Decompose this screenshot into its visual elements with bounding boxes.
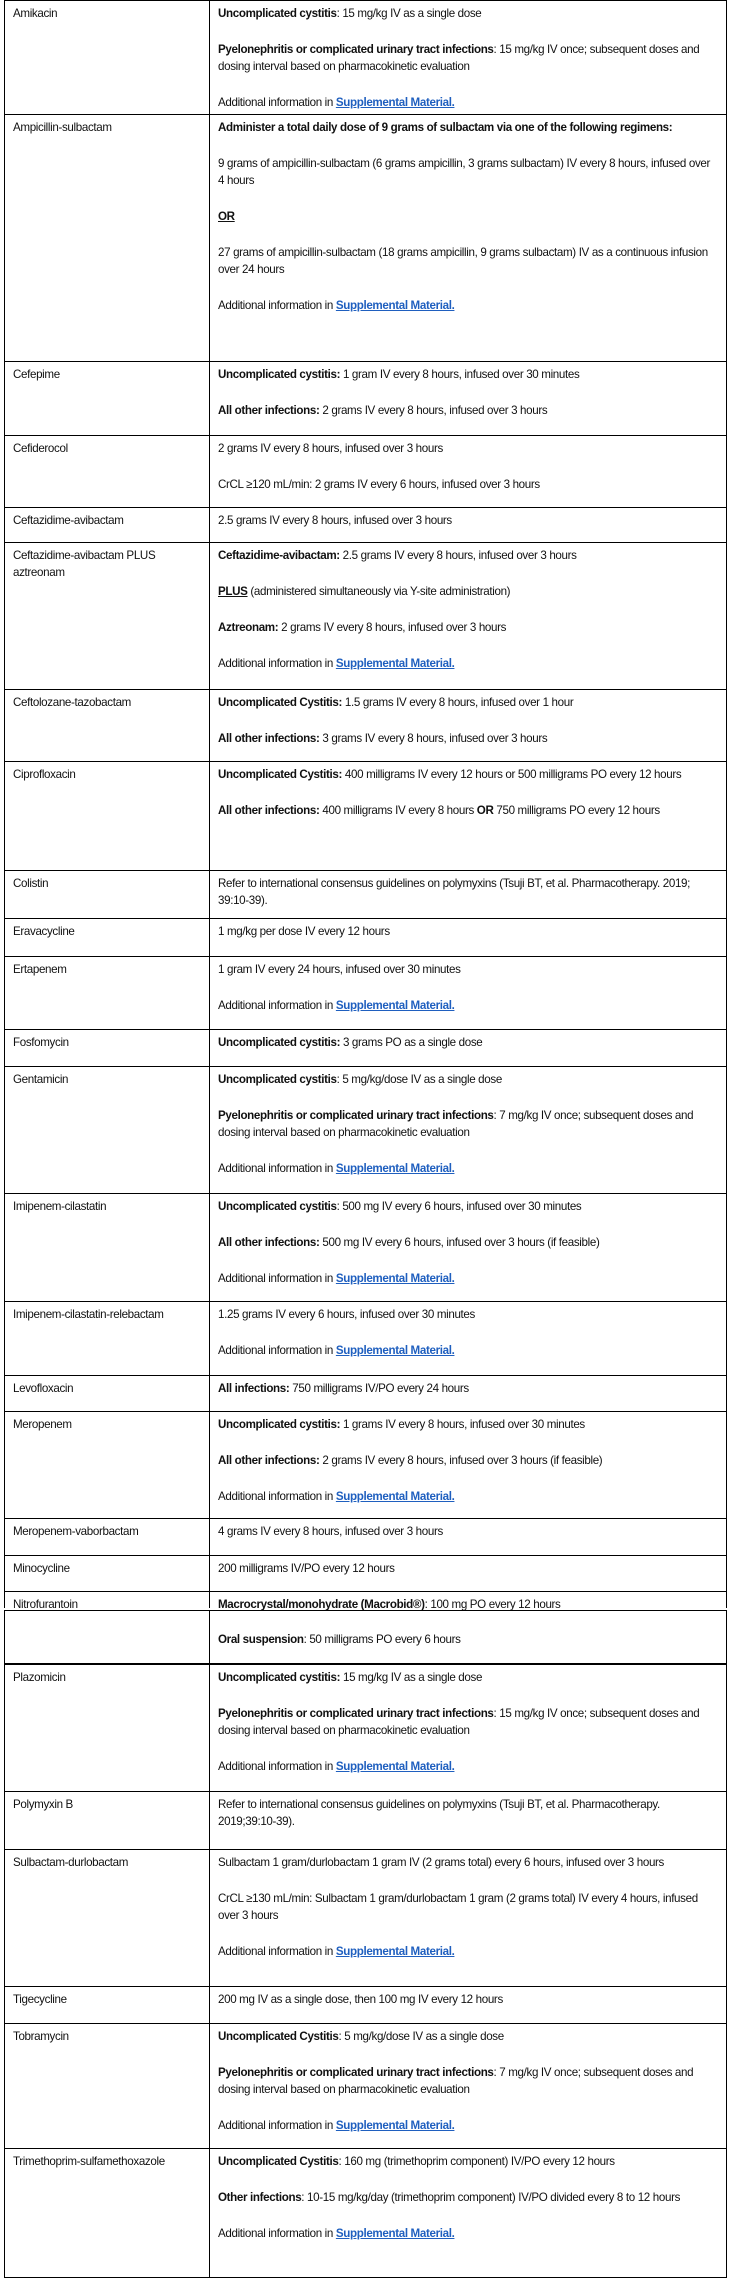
supplemental-material-link[interactable]: Supplemental Material. [335, 2227, 455, 2240]
indication-label: Pyelonephritis or complicated urinary tract infections [218, 1109, 494, 1122]
dosing-text: 1.25 grams IV every 6 hours, infused over 30 minutes [218, 1308, 475, 1321]
dosing-text: 9 grams of ampicillin-sulbactam (6 grams ampicillin, 3 grams sulbactam) IV every 8 hours, infused over 4 hours [218, 157, 711, 187]
drug-name-cell: Ertapenem [5, 957, 210, 1029]
dosing-paragraph [218, 1523, 718, 1540]
drug-name-cell: Eravacycline [5, 919, 210, 956]
dosing-cell [210, 919, 726, 940]
dosing-paragraph [218, 5, 718, 22]
dosing-text: Refer to international consensus guidelines on polymyxins (Tsuji BT, et al. Pharmacotherapy. 2019; 39:10-39). [218, 877, 691, 907]
indication-label: Uncomplicated cystitis [218, 1073, 337, 1086]
dosing-paragraph [218, 119, 718, 136]
dosing-paragraph [218, 1107, 718, 1141]
supplemental-material-link[interactable]: Supplemental Material. [335, 1490, 455, 1503]
dosing-text: CrCL ≥130 mL/min: Sulbactam 1 gram/durlobactam 1 gram (2 grams total) IV every 4 hours, infused over 3 hours [218, 1892, 698, 1922]
dosing-cell [210, 1412, 726, 1505]
dosing-cell [210, 1, 726, 111]
dosing-cell [210, 1987, 726, 2008]
dosing-paragraph [218, 208, 718, 225]
dosing-paragraph [218, 2189, 718, 2206]
dosing-text: 3 grams IV every 8 hours, infused over 3 hours [319, 732, 548, 745]
drug-name-cell: Gentamicin [5, 1067, 210, 1193]
dosing-paragraph [218, 1669, 718, 1686]
dosing-paragraph [218, 1452, 718, 1469]
dosing-text: : 5 mg/kg/dose IV as a single dose [338, 2030, 504, 2043]
dosing-paragraph [218, 440, 718, 457]
dosing-paragraph [218, 297, 718, 314]
indication-label: Uncomplicated Cystitis [218, 2155, 339, 2168]
dosing-text: 2 grams IV every 8 hours, infused over 3 hours [218, 442, 443, 455]
dosing-paragraph [218, 1306, 718, 1323]
dosing-paragraph [218, 2028, 718, 2045]
dosing-text: CrCL ≥120 mL/min: 2 grams IV every 6 hours, infused over 3 hours [218, 478, 540, 491]
dosing-cell [210, 690, 726, 747]
drug-name-cell: Levofloxacin [5, 1376, 210, 1411]
drug-name-cell [5, 1611, 210, 1663]
dosing-paragraph [218, 1160, 718, 1177]
dosing-cell [210, 1194, 726, 1287]
dosing-text: 4 grams IV every 8 hours, infused over 3 hours [218, 1525, 443, 1538]
indication-label: Pyelonephritis or complicated urinary tract infections [218, 2066, 494, 2079]
indication-label: Uncomplicated Cystitis: [218, 768, 343, 781]
dosing-text: 1 grams IV every 8 hours, infused over 30 minutes [340, 1418, 585, 1431]
conjunction-label: OR [476, 804, 494, 817]
dosing-paragraph [218, 1796, 718, 1830]
dosing-paragraph [218, 766, 718, 783]
drug-name-cell: Meropenem [5, 1412, 210, 1518]
dosing-text: Additional information in [218, 1760, 336, 1773]
dosing-paragraph [218, 802, 718, 819]
dosing-text: : 15 mg/kg IV once; subsequent doses and dosing interval based on pharmacokinetic evaluation [218, 43, 700, 73]
dosing-text: 2 grams IV every 8 hours, infused over 3 hours [278, 621, 507, 634]
table-row [4, 1519, 727, 1556]
dosing-paragraph [218, 923, 718, 940]
dosing-text: 2.5 grams IV every 8 hours, infused over 3 hours [339, 549, 577, 562]
table-row [4, 1412, 727, 1519]
dosing-text: 15 mg/kg IV as a single dose [340, 1671, 483, 1684]
dosing-text: Additional information in [218, 999, 336, 1012]
dosing-text: 750 milligrams PO every 12 hours [493, 804, 660, 817]
dosing-paragraph [218, 1631, 718, 1648]
indication-label: Oral suspension [218, 1633, 304, 1646]
dosing-text: Additional information in [218, 96, 336, 109]
conjunction-label: OR [218, 210, 235, 223]
drug-name-cell: Imipenem-cilastatin [5, 1194, 210, 1301]
table-row [4, 2149, 727, 2278]
dosing-text: Additional information in [218, 2119, 336, 2132]
dosing-cell [210, 1519, 726, 1540]
dosing-paragraph [218, 512, 718, 529]
indication-label: All other infections: [218, 804, 320, 817]
table-row [4, 957, 727, 1030]
supplemental-material-link[interactable]: Supplemental Material. [335, 1162, 455, 1175]
dosing-text: 1 gram IV every 24 hours, infused over 30 minutes [218, 963, 461, 976]
conjunction-label: PLUS [218, 585, 248, 598]
dosing-cell [210, 115, 726, 314]
dosing-paragraph [218, 1943, 718, 1960]
indication-label: All other infections: [218, 404, 320, 417]
table-row [4, 543, 727, 690]
drug-name-cell: Meropenem-vaborbactam [5, 1519, 210, 1555]
drug-name-cell: Ceftazidime-avibactam [5, 508, 210, 542]
dosing-cell [210, 1302, 726, 1359]
dosing-text: 500 mg IV every 6 hours, infused over 3 hours (if feasible) [319, 1236, 600, 1249]
drug-name-cell: Sulbactam-durlobactam [5, 1850, 210, 1986]
dosing-cell [210, 1665, 726, 1775]
indication-label: Uncomplicated cystitis: [218, 1036, 341, 1049]
indication-label: All other infections: [218, 1454, 320, 1467]
dosing-cell [210, 957, 726, 1014]
indication-label: Uncomplicated Cystitis [218, 2030, 339, 2043]
dosing-paragraph [218, 961, 718, 978]
dosing-paragraph [218, 997, 718, 1014]
drug-name-cell: Trimethoprim-sulfamethoxazole [5, 2149, 210, 2277]
dosing-paragraph [218, 1198, 718, 1215]
table-row [4, 1850, 727, 1987]
indication-label: Uncomplicated cystitis: [218, 1418, 341, 1431]
dosing-cell [210, 1376, 726, 1397]
table-row [4, 362, 727, 436]
table-row [4, 1592, 727, 1611]
dosing-text: 27 grams of ampicillin-sulbactam (18 grams ampicillin, 9 grams sulbactam) IV as a continuous infusion over 24 hours [218, 246, 708, 276]
dosing-paragraph [218, 2064, 718, 2098]
table-row [4, 508, 727, 543]
dosing-cell [210, 1611, 726, 1648]
dosing-text: Additional information in [218, 299, 336, 312]
dosing-text: Additional information in [218, 1945, 336, 1958]
supplemental-material-link[interactable]: Supplemental Material. [335, 657, 455, 670]
dosing-paragraph [218, 41, 718, 75]
dosing-cell [210, 871, 726, 909]
dosing-cell [210, 362, 726, 419]
supplemental-material-link[interactable]: Supplemental Material. [335, 1945, 455, 1958]
dosing-text: 200 milligrams IV/PO every 12 hours [218, 1562, 395, 1575]
dosing-paragraph [218, 547, 718, 564]
supplemental-material-link[interactable]: Supplemental Material. [335, 2119, 455, 2132]
drug-name-cell: Ceftolozane-tazobactam [5, 690, 210, 761]
dosing-paragraph [218, 1034, 718, 1051]
drug-name-cell: Colistin [5, 871, 210, 918]
indication-label: All other infections: [218, 1236, 320, 1249]
dosing-text: 200 mg IV as a single dose, then 100 mg IV every 12 hours [218, 1993, 503, 2006]
dosing-cell [210, 762, 726, 819]
dosing-text: 400 milligrams IV every 8 hours [319, 804, 477, 817]
dosing-text: 1.5 grams IV every 8 hours, infused over 1 hour [342, 696, 574, 709]
table-row [4, 1194, 727, 1302]
table-row [4, 1376, 727, 1412]
dosing-paragraph [218, 1380, 718, 1397]
dosing-paragraph [218, 1071, 718, 1088]
dosing-text: 1 mg/kg per dose IV every 12 hours [218, 925, 390, 938]
dosing-paragraph [218, 94, 718, 111]
dosing-text: : 50 milligrams PO every 6 hours [303, 1633, 461, 1646]
dosing-cell [210, 1067, 726, 1177]
table-row [4, 2024, 727, 2149]
table-row [4, 436, 727, 508]
indication-label: Ceftazidime-avibactam: [218, 549, 340, 562]
dosing-text: : 100 mg PO every 12 hours [424, 1598, 561, 1611]
indication-label: Pyelonephritis or complicated urinary tract infections [218, 1707, 494, 1720]
drug-name-cell: Tobramycin [5, 2024, 210, 2148]
dosing-text: 1 gram IV every 8 hours, infused over 30 minutes [340, 368, 580, 381]
table-row [4, 1067, 727, 1194]
dosing-paragraph [218, 2225, 718, 2242]
indication-label: Uncomplicated cystitis: [218, 1671, 341, 1684]
drug-name-cell: Ampicillin-sulbactam [5, 115, 210, 361]
dosing-paragraph [218, 2117, 718, 2134]
indication-label: Macrocrystal/monohydrate (Macrobid®) [218, 1598, 425, 1611]
dosing-text: Additional information in [218, 1162, 336, 1175]
dosing-paragraph [218, 1270, 718, 1287]
drug-name-cell: Cefiderocol [5, 436, 210, 507]
supplemental-material-link[interactable]: Supplemental Material. [335, 1760, 455, 1773]
dosing-paragraph [218, 655, 718, 672]
drug-name-cell: Polymyxin B [5, 1792, 210, 1849]
dosing-paragraph [218, 402, 718, 419]
supplemental-material-link[interactable]: Supplemental Material. [335, 1344, 455, 1357]
dosing-paragraph [218, 1705, 718, 1739]
indication-label: Administer a total daily dose of 9 grams of sulbactam via one of the following regimens: [218, 121, 673, 134]
table-row [4, 1610, 727, 1664]
dosing-paragraph [218, 1758, 718, 1775]
drug-name-cell: Plazomicin [5, 1665, 210, 1791]
dosing-text: Sulbactam 1 gram/durlobactam 1 gram IV (2 grams total) every 6 hours, infused over 3 hours [218, 1856, 664, 1869]
dosing-cell [210, 2149, 726, 2242]
dosing-text: 400 milligrams IV every 12 hours or 500 milligrams PO every 12 hours [342, 768, 682, 781]
table-row [4, 919, 727, 957]
dosing-cell [210, 1030, 726, 1051]
drug-name-cell: Amikacin [5, 1, 210, 114]
indication-label: All infections: [218, 1382, 290, 1395]
dosing-text: 2 grams IV every 8 hours, infused over 3 hours [319, 404, 548, 417]
dosing-paragraph [218, 1854, 718, 1871]
dosing-paragraph [218, 366, 718, 383]
dosing-text: Additional information in [218, 2227, 336, 2240]
dosing-paragraph [218, 1488, 718, 1505]
drug-name-cell: Nitrofurantoin [5, 1592, 210, 1608]
table-row [4, 1792, 727, 1850]
dosing-text: Additional information in [218, 1344, 336, 1357]
dosing-paragraph [218, 476, 718, 493]
drug-name-cell: Cefepime [5, 362, 210, 435]
dosing-text: : 15 mg/kg IV as a single dose [336, 7, 482, 20]
dosing-text: : 7 mg/kg IV once; subsequent doses and dosing interval based on pharmacokinetic evaluation [218, 2066, 694, 2096]
table-row [4, 0, 727, 115]
supplemental-material-link[interactable]: Supplemental Material. [335, 299, 455, 312]
dosing-text: : 5 mg/kg/dose IV as a single dose [336, 1073, 502, 1086]
dosing-paragraph [218, 583, 718, 600]
dosing-text: Additional information in [218, 1272, 336, 1285]
drug-name-cell: Fosfomycin [5, 1030, 210, 1066]
supplemental-material-link[interactable]: Supplemental Material. [335, 999, 455, 1012]
dosing-cell [210, 543, 726, 672]
dosing-text: : 15 mg/kg IV once; subsequent doses and dosing interval based on pharmacokinetic evaluation [218, 1707, 700, 1737]
dosing-cell [210, 1850, 726, 1960]
indication-label: Aztreonam: [218, 621, 279, 634]
dosing-text: 2.5 grams IV every 8 hours, infused over 3 hours [218, 514, 452, 527]
indication-label: Pyelonephritis or complicated urinary tract infections [218, 43, 494, 56]
dosing-cell [210, 2024, 726, 2134]
table-row [4, 1664, 727, 1792]
indication-label: All other infections: [218, 732, 320, 745]
table-row [4, 1556, 727, 1592]
dosing-text: : 7 mg/kg IV once; subsequent doses and dosing interval based on pharmacokinetic evaluation [218, 1109, 694, 1139]
indication-label: Uncomplicated Cystitis: [218, 696, 343, 709]
supplemental-material-link[interactable]: Supplemental Material. [335, 96, 455, 109]
supplemental-material-link[interactable]: Supplemental Material. [335, 1272, 455, 1285]
dosing-text: (administered simultaneously via Y-site administration) [247, 585, 511, 598]
dosing-text: : 500 mg IV every 6 hours, infused over 30 minutes [336, 1200, 582, 1213]
dosing-text: 2 grams IV every 8 hours, infused over 3 hours (if feasible) [319, 1454, 603, 1467]
indication-label: Uncomplicated cystitis: [218, 368, 341, 381]
dosing-paragraph [218, 619, 718, 636]
dosing-text: Additional information in [218, 657, 336, 670]
indication-label: Uncomplicated cystitis [218, 1200, 337, 1213]
dosing-cell [210, 1792, 726, 1830]
dosing-paragraph [218, 730, 718, 747]
dosing-paragraph [218, 1234, 718, 1251]
table-row [4, 1302, 727, 1376]
table-row [4, 762, 727, 871]
table-row [4, 690, 727, 762]
dosing-paragraph [218, 875, 718, 909]
dosing-text: : 10-15 mg/kg/day (trimethoprim component) IV/PO divided every 8 to 12 hours [301, 2191, 681, 2204]
indication-label: Other infections [218, 2191, 302, 2204]
dosing-paragraph [218, 1991, 718, 2008]
indication-label: Uncomplicated cystitis [218, 7, 337, 20]
dosing-paragraph [218, 1890, 718, 1924]
dosing-paragraph [218, 1416, 718, 1433]
dosing-text: 3 grams PO as a single dose [340, 1036, 483, 1049]
dosing-paragraph [218, 1560, 718, 1577]
table-row [4, 871, 727, 919]
dosing-cell [210, 436, 726, 493]
table-row [4, 1987, 727, 2024]
drug-name-cell: Ceftazidime-avibactam PLUS aztreonam [5, 543, 210, 689]
drug-name-cell: Tigecycline [5, 1987, 210, 2023]
dosing-paragraph [218, 2153, 718, 2170]
dosing-paragraph [218, 155, 718, 189]
drug-name-cell: Imipenem-cilastatin-relebactam [5, 1302, 210, 1375]
dosing-cell [210, 508, 726, 529]
dosing-paragraph [218, 694, 718, 711]
dosing-cell [210, 1556, 726, 1577]
dosing-text: Refer to international consensus guidelines on polymyxins (Tsuji BT, et al. Pharmacotherapy. 2019;39:10-39). [218, 1798, 660, 1828]
dosing-text: 750 milligrams IV/PO every 24 hours [289, 1382, 469, 1395]
drug-name-cell: Minocycline [5, 1556, 210, 1591]
table-row [4, 1030, 727, 1067]
dosing-paragraph [218, 1342, 718, 1359]
dosing-text: : 160 mg (trimethoprim component) IV/PO every 12 hours [338, 2155, 615, 2168]
dosing-paragraph [218, 244, 718, 278]
table-row [4, 115, 727, 362]
dosing-text: Additional information in [218, 1490, 336, 1503]
drug-name-cell: Ciprofloxacin [5, 762, 210, 870]
